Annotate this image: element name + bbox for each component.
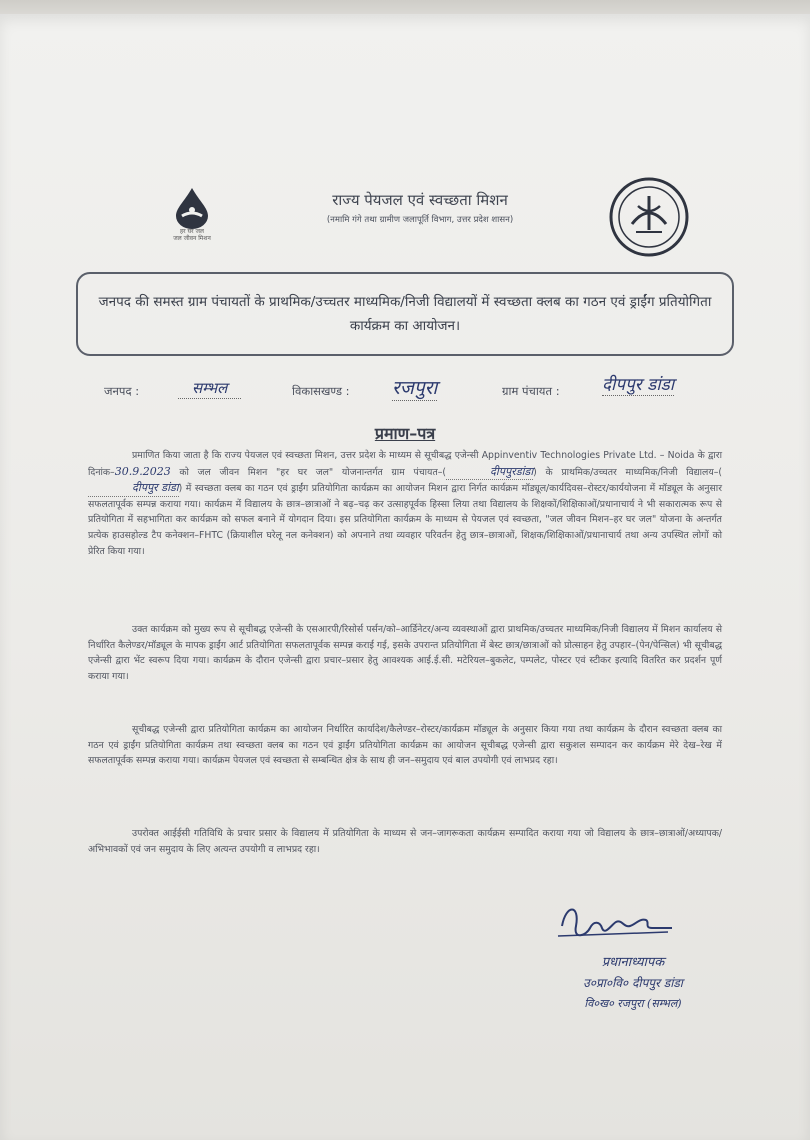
logo-caption-1: हर घर जल [180,228,204,235]
headmaster-signature-stamp [548,896,718,1026]
stamp-school: उ०प्रा०वि० दीपपुर डांडा [583,976,683,990]
water-drop-icon [162,186,222,230]
block-label: विकासखण्ड : [292,384,350,398]
panchayat-label: ग्राम पंचायत : [502,384,560,398]
seal-emblem-icon [608,176,690,258]
certificate-heading: प्रमाण–पत्र [374,424,436,443]
program-title-box [76,272,734,356]
para1-part-a: प्रमाणित किया जाता है कि राज्य पेयजल एवं स्वच्छता मिशन, उत्तर प्रदेश के माध्यम से सूचीबद्ध एजेन्सी Appinventiv Technologies Private Ltd. – Noida के द्वारा दिनांक– [88,450,722,478]
stamp-designation: प्रधानाध्यापक [601,955,665,970]
district-value: सम्भल [178,378,241,399]
district-label: जनपद : [104,384,140,398]
mission-subtitle: (नमामि गंगे तथा ग्रामीण जलापूर्ति विभाग, उत्तर प्रदेश शासन) [326,215,514,225]
panchayat-value: दीपपुर डांडा [602,372,674,396]
location-fields [100,375,720,408]
logo-caption-2: जल जीवन मिशन [173,235,211,242]
signature-scribble-icon [548,896,718,946]
program-title: जनपद की समस्त ग्राम पंचायतों के प्राथमिक/उच्चतर माध्यमिक/निजी विद्यालयों में स्वच्छता क्लब का गठन एवं ड्राईंग प्रतियोगिता कार्यक्रम का आयोजन। [98,294,712,334]
para1-part-c: ) के प्राथमिक/उच्चतर माध्यमिक/निजी विद्यालय–( [533,466,722,478]
gram-panchayat-fill: दीपपुरडांडा [446,464,533,481]
block-value: रजपुरा [392,374,437,401]
stamp-block: वि०ख० रजपुरा (सम्भल) [584,997,682,1010]
para1-part-b: को जल जीवन मिशन "हर घर जल" योजनान्तर्गत ग्राम पंचायत–( [179,466,447,478]
program-date: 30.9.2023 [114,464,171,478]
certificate-paragraph-4: उपरोक्त आईईसी गतिविधि के प्रचार प्रसार के विद्यालय में प्रतियोगिता के माध्यम से जन–जागरूकता कार्यक्रम सम्पादित कराया गया जो विद्यालय के छात्र–छात्राओं/अध्यापक/अभिभावकों एवं जन समुदाय के लिए अत्यन्त उपयोगी व लाभप्रद रहा। [88,828,722,855]
certificate-paragraph-3: सूचीबद्ध एजेन्सी द्वारा प्रतियोगिता कार्यक्रम का आयोजन निर्धारित कार्यादेश/कैलेण्डर–रोस्टर/कार्यक्रम मॉड्यूल के अनुसार किया गया तथा कार्यक्रम के दौरान स्वच्छता क्लब का गठन एवं ड्राईंग प्रतियोगिता कार्यक्रम तथा स्वच्छता क्लब का गठन एवं ड्राईंग प्रतियोगिता कार्यक्रम का आयोजन सूचीबद्ध एजेन्सी द्वारा सकुशल सम्पादन कर कार्यक्रम मेरे देख–रेख में सफलतापूर्वक सम्पन्न कराया गया। कार्यक्रम पेयजल एवं स्वच्छता से सम्बन्धित क्षेत्र के साथ ही जन–समुदाय एवं बाल उपयोगी एवं लाभप्रद रहा। [88,724,722,767]
mission-title: राज्य पेयजल एवं स्वच्छता मिशन [332,191,508,209]
certificate-paragraph-1 [88,448,722,559]
certificate-paragraph-2: उक्त कार्यक्रम को मुख्य रूप से सूचीबद्ध एजेन्सी के एसआरपी/रिसोर्स पर्सन/को–आर्डिनेटर/अन्य व्यवस्थाओं द्वारा प्राथमिक/उच्चतर माध्यमिक/निजी विद्यालय में मिशन कार्यालय से निर्धारित कैलेण्डर/मॉड्यूल के मापक ड्राईंग आर्ट प्रतियोगिता सफलतापूर्वक सम्पन्न कराई गई, इसके उपरान्त प्रतियोगिता में बेस्ट छात्र/छात्राओं को प्रोत्साहन हेतु उपहार–(पेन/पेन्सिल) भी सूचीबद्ध एजेन्सी द्वारा भेंट स्वरूप दिया गया। कार्यक्रम के दौरान एजेन्सी द्वारा प्रचार–प्रसार हेतु आवश्यक आई.ई.सी. मटेरियल–बुकलेट, पम्पलेट, पोस्टर एवं स्टीकर इत्यादि वितरित कर प्रदर्शन पूर्ण कराया गया। [88,624,722,682]
para1-part-d: ) में स्वच्छता क्लब का गठन एवं ड्राईंग प्रतियोगिता कार्यक्रम का आयोजन मिशन द्वारा निर्गत कार्यक्रम मॉड्यूल/कार्यदिवस–रोस्टर/कार्ययोजना में मॉड्यूल के अनुसार सफलतापूर्वक सम्पन्न कराया गया। कार्यक्रम में विद्यालय के छात्र–छात्राओं ने बढ़–चढ़ कर उत्साहपूर्वक हिस्सा लिया तथा विद्यालय के शिक्षकों/शिक्षिकाओं/प्रधानाचार्य ने भी सकारात्मक रूप से प्रतियोगिता में सहभागिता कर कार्यक्रम को सफल बनाने में योगदान दिया। इस प्रतियोगिता कार्यक्रम के माध्यम से पेयजल एवं स्वच्छता, "जल जीवन मिशन–हर घर जल" योजना के अन्तर्गत प्रत्येक हाउसहोल्ड टैप कनेक्शन–FHTC (क्रियाशील घरेलू नल कनेक्शन) को अपनाने तथा व्यवहार परिवर्तन हेतु छात्र–छात्राओं, शिक्षक/शिक्षिकाओं/प्रधानाचार्य तथा अन्य उपस्थित लोगों को प्रेरित किया गया। [88,483,722,557]
up-government-seal [608,176,690,258]
school-fill: दीपपुर डांडा [88,480,179,497]
har-ghar-jal-logo [162,186,222,256]
